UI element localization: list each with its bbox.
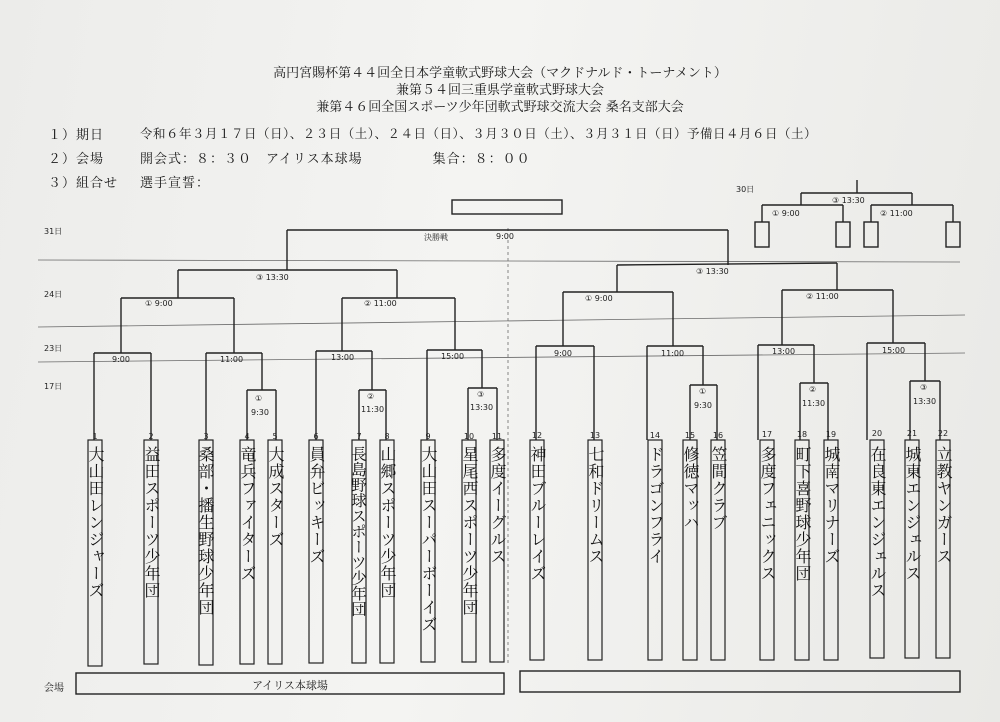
team-number: 7 (356, 432, 362, 441)
final-time: 9:00 (496, 232, 514, 241)
semi-left-time: ③ 13:30 (256, 273, 289, 282)
team-number: 14 (649, 431, 661, 440)
team-number: 11 (491, 432, 503, 441)
d23-time: 9:00 (112, 355, 130, 364)
team-number: 9 (425, 432, 431, 441)
team-name: 神田ブルーレイズ (528, 446, 547, 582)
d23-time: 11:00 (220, 355, 244, 364)
team-number: 1 (92, 432, 98, 441)
venue-value: 開会式：８：３０ アイリス本球場 集合：８：００ (140, 152, 531, 167)
pairing-label: ３）組合せ (48, 176, 119, 191)
team-number: 4 (244, 432, 250, 441)
team-name: 益田スポーツ少年団 (142, 446, 161, 599)
r1-mark: ③ (920, 383, 928, 392)
r1-mark: ① (699, 387, 707, 396)
team-name: 竜兵ファイターズ (238, 446, 257, 582)
team-number: 15 (684, 431, 696, 440)
team-number: 20 (871, 429, 883, 438)
day-label-23: 23日 (44, 344, 63, 353)
team-name: 城東エンジェルス (903, 446, 922, 582)
team-name: 修徳マッハ (681, 446, 700, 531)
date-value: 令和６年３月１７日（日）、２３日（土）、２４日（日）、３月３０日（土）、３月３１日（日）予備日４月６日（土） (140, 126, 818, 141)
team-number: 12 (531, 431, 543, 440)
team-number: 16 (712, 431, 724, 440)
team-number: 17 (761, 430, 773, 439)
pairing-value: 選手宣誓： (140, 176, 211, 191)
day-label-24: 24日 (44, 290, 63, 299)
r1-time: 13:30 (470, 403, 494, 412)
venue-label: ２）会場 (48, 152, 105, 167)
d23-time: 13:00 (331, 353, 355, 362)
day-label-31: 31日 (44, 227, 63, 236)
team-name: 七和ドリームス (586, 446, 605, 565)
team-name: 町下喜野球少年団 (793, 446, 812, 582)
team-name: 員弁ビッキーズ (307, 446, 326, 565)
team-name: 山郷スポーツ少年団 (378, 446, 397, 599)
date-label: １）期日 (48, 128, 105, 143)
team-number: 3 (203, 432, 209, 441)
r1-mark: ② (809, 385, 817, 394)
team-name: ドラゴンフライ (646, 446, 665, 565)
r1-time: 9:30 (694, 401, 712, 410)
semi-right-time: ③ 13:30 (696, 267, 729, 276)
team-name: 長島野球スポーツ少年団 (349, 446, 367, 617)
r1-time: 13:30 (913, 397, 937, 406)
d23-time: 15:00 (441, 352, 465, 361)
team-name: 多度イーグルス (488, 446, 507, 565)
day30-game1: ① 9:00 (772, 209, 800, 218)
team-number: 6 (313, 432, 319, 441)
team-name: 大山田レンジャーズ (86, 446, 105, 599)
team-number: 8 (384, 432, 390, 441)
team-number: 5 (272, 432, 278, 441)
d24-left-g1: ① 9:00 (145, 299, 173, 308)
team-name: 笠間クラブ (709, 446, 728, 531)
team-name: 大成スターズ (266, 446, 285, 548)
team-name: 在良東エンジェルス (868, 446, 887, 599)
team-name: 星尾西スポーツ少年団 (460, 446, 479, 616)
team-number: 21 (906, 429, 918, 438)
team-number: 18 (796, 430, 808, 439)
team-number: 22 (937, 429, 949, 438)
title-line-2: 兼第５４回三重県学童軟式野球大会 (395, 83, 604, 98)
day-label-30: 30日 (736, 185, 755, 194)
team-number: 2 (148, 432, 154, 441)
final-label: 決勝戦 (424, 233, 448, 242)
venue-row-label: 会場 (44, 683, 64, 694)
team-name: 城南マリナーズ (822, 446, 841, 565)
day30-game2: ② 11:00 (880, 209, 913, 218)
d24-right-g1: ① 9:00 (585, 294, 613, 303)
r1-time: 11:30 (802, 399, 826, 408)
team-number: 10 (463, 432, 475, 441)
venue-left: アイリス本球場 (252, 679, 328, 692)
r1-mark: ① (255, 394, 263, 403)
team-name: 桑部・播生野球少年団 (196, 446, 215, 616)
d23-time: 13:00 (772, 347, 796, 356)
d24-right-g2: ② 11:00 (806, 292, 839, 301)
r1-time: 11:30 (361, 405, 385, 414)
d23-time: 15:00 (882, 346, 906, 355)
title-line-1: 高円宮賜杯第４４回全日本学童軟式野球大会（マクドナルド・トーナメント） (273, 66, 727, 81)
r1-time: 9:30 (251, 408, 269, 417)
title-line-3: 兼第４６回全国スポーツ少年団軟式野球交流大会 桑名支部大会 (316, 100, 684, 115)
team-name: 立教ヤンガース (934, 446, 953, 565)
third-place-time: ③ 13:30 (832, 196, 865, 205)
r1-mark: ③ (477, 390, 485, 399)
r1-mark: ② (367, 392, 375, 401)
team-name: 大山田スーパーボーイズ (419, 446, 438, 633)
d23-time: 9:00 (554, 349, 572, 358)
team-number: 13 (589, 431, 601, 440)
d24-left-g2: ② 11:00 (364, 299, 397, 308)
day-label-17: 17日 (44, 382, 63, 391)
team-number: 19 (825, 430, 837, 439)
d23-time: 11:00 (661, 349, 685, 358)
team-name: 多度フェニックス (758, 446, 777, 582)
